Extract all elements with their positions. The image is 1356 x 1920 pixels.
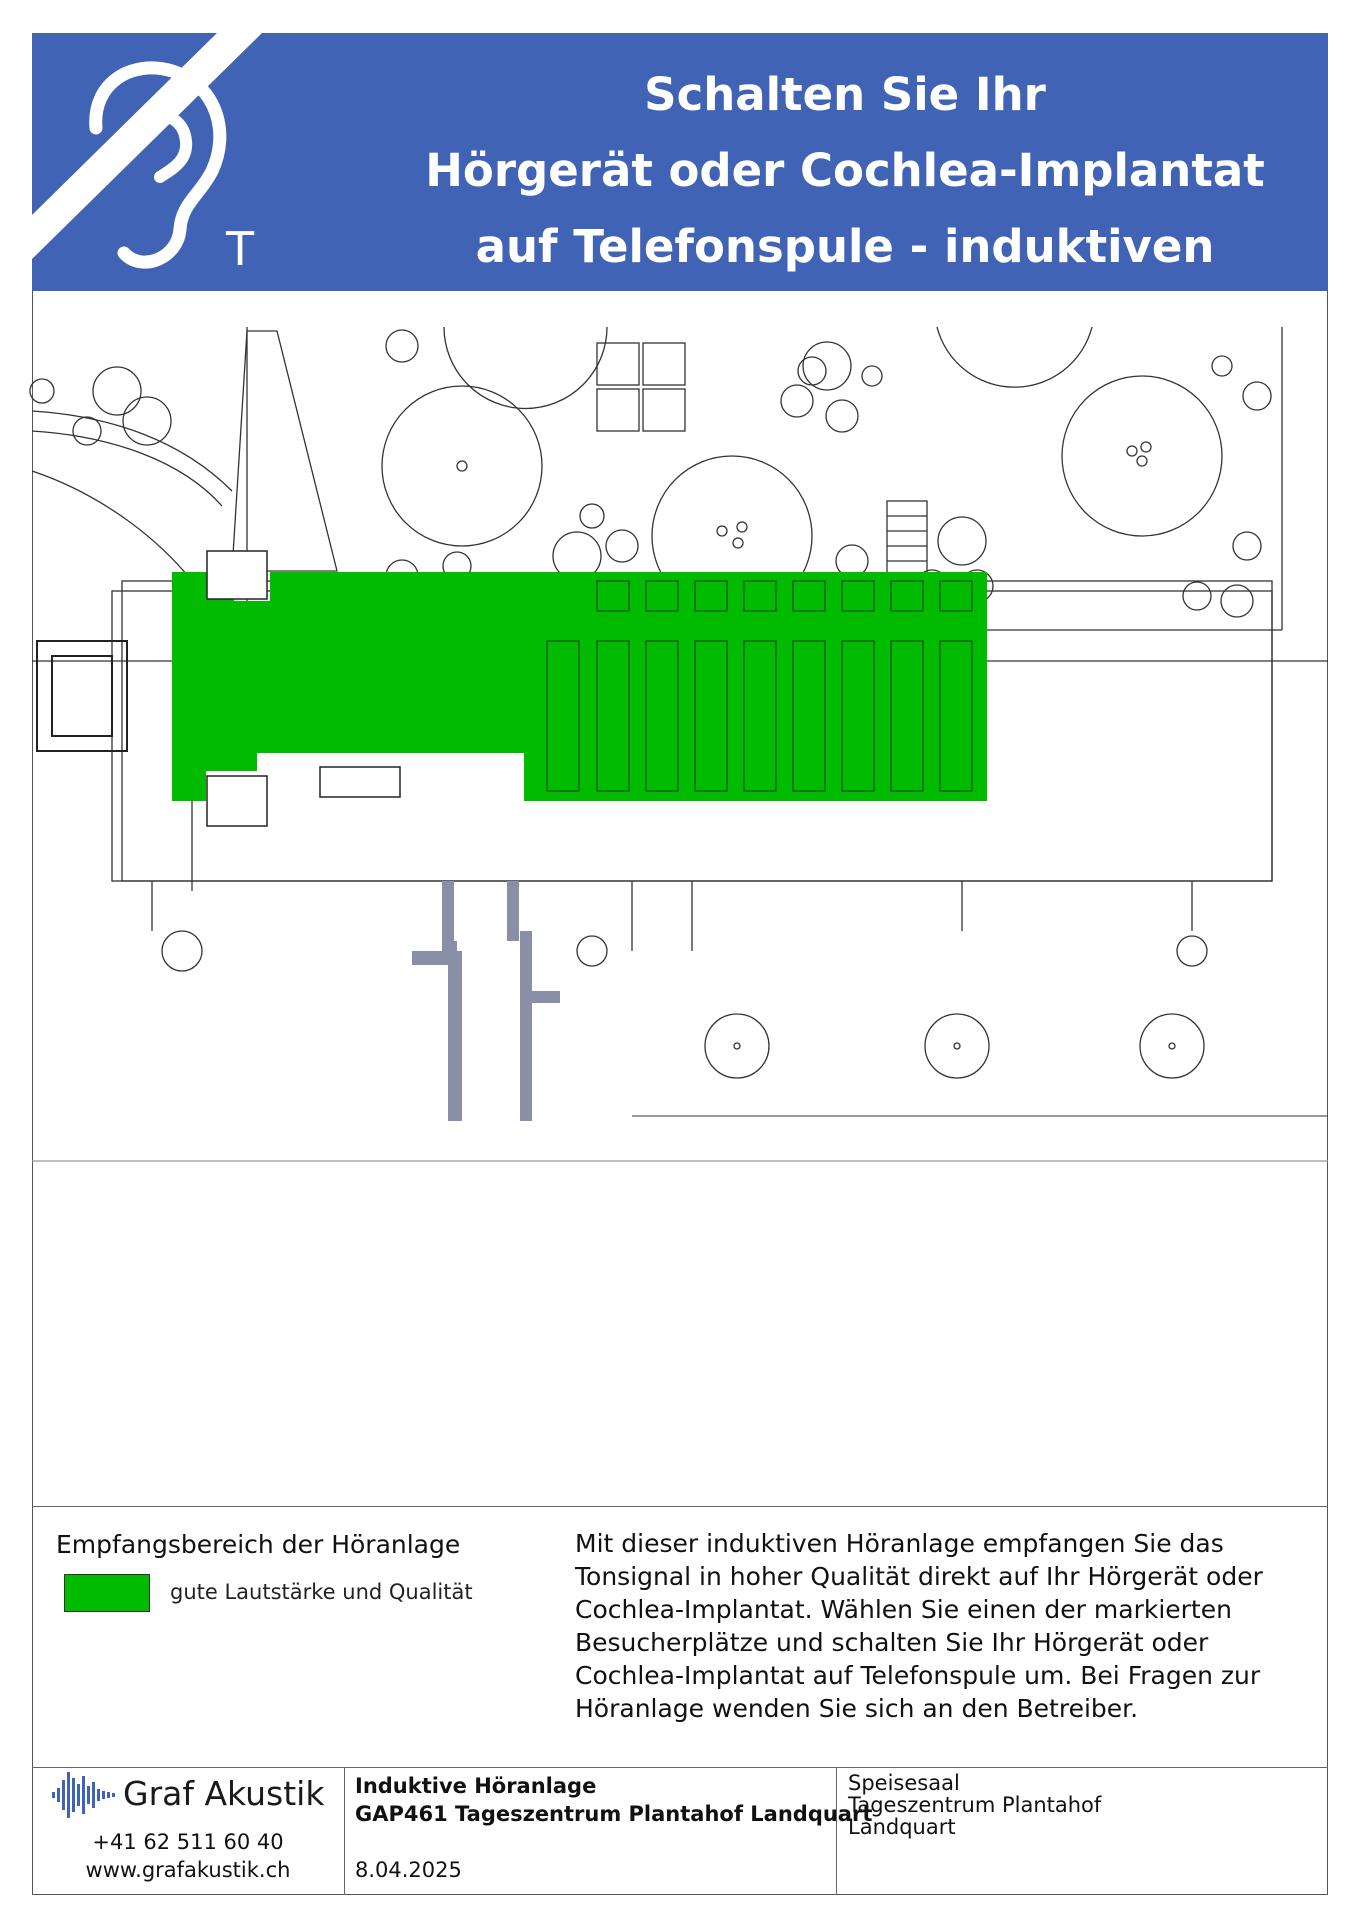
legend-separator: [32, 1506, 1328, 1507]
hearing-loop-ear-icon: [32, 33, 332, 291]
footer-divider-2: [836, 1767, 837, 1895]
description-line-1: Mit dieser induktiven Höranlage empfangen Sie das: [575, 1529, 1224, 1558]
room-line-3: Landquart: [848, 1815, 956, 1839]
title-line-1: Schalten Sie Ihr: [644, 68, 1046, 121]
footer-separator: [32, 1767, 1328, 1768]
company-phone: +41 62 511 60 40: [92, 1830, 284, 1854]
description-line-6: Höranlage wenden Sie sich an den Betreiber.: [575, 1694, 1139, 1723]
description-text: [575, 1527, 1295, 1725]
description-line-4: Besucherplätze und schalten Sie Ihr Hörgerät oder: [575, 1628, 1209, 1657]
project-type: Induktive Höranlage: [355, 1774, 597, 1798]
description-line-2: Tonsignal in hoher Qualität direkt auf Ihr Hörgerät oder: [575, 1562, 1263, 1591]
title-line-2: Hörgerät oder Cochlea-Implantat: [425, 144, 1265, 197]
telecoil-letter: T: [226, 222, 255, 276]
room-line-1: Speisesaal: [848, 1771, 960, 1795]
room-info: [848, 1772, 1101, 1838]
legend-title: Empfangsbereich der Höranlage: [56, 1530, 461, 1559]
company-name: Graf Akustik: [123, 1774, 325, 1813]
legend-swatch: [64, 1574, 150, 1612]
description-line-5: Cochlea-Implantat auf Telefonspule um. Bei Fragen zur: [575, 1661, 1261, 1690]
room-line-2: Tageszentrum Plantahof: [848, 1793, 1102, 1817]
company-website: www.grafakustik.ch: [85, 1858, 291, 1882]
description-line-3: Cochlea-Implantat. Wählen Sie einen der markierten: [575, 1595, 1232, 1624]
header-banner: [32, 33, 1328, 349]
document-date: 8.04.2025: [355, 1858, 462, 1882]
floor-plan: [32, 291, 1328, 1506]
legend-label: gute Lautstärke und Qualität: [170, 1580, 473, 1604]
title-line-3: auf Telefonspule - induktiven Empfang: [475, 220, 1215, 349]
footer-divider-1: [344, 1767, 345, 1895]
project-name: GAP461 Tageszentrum Plantahof Landquart: [355, 1802, 873, 1826]
